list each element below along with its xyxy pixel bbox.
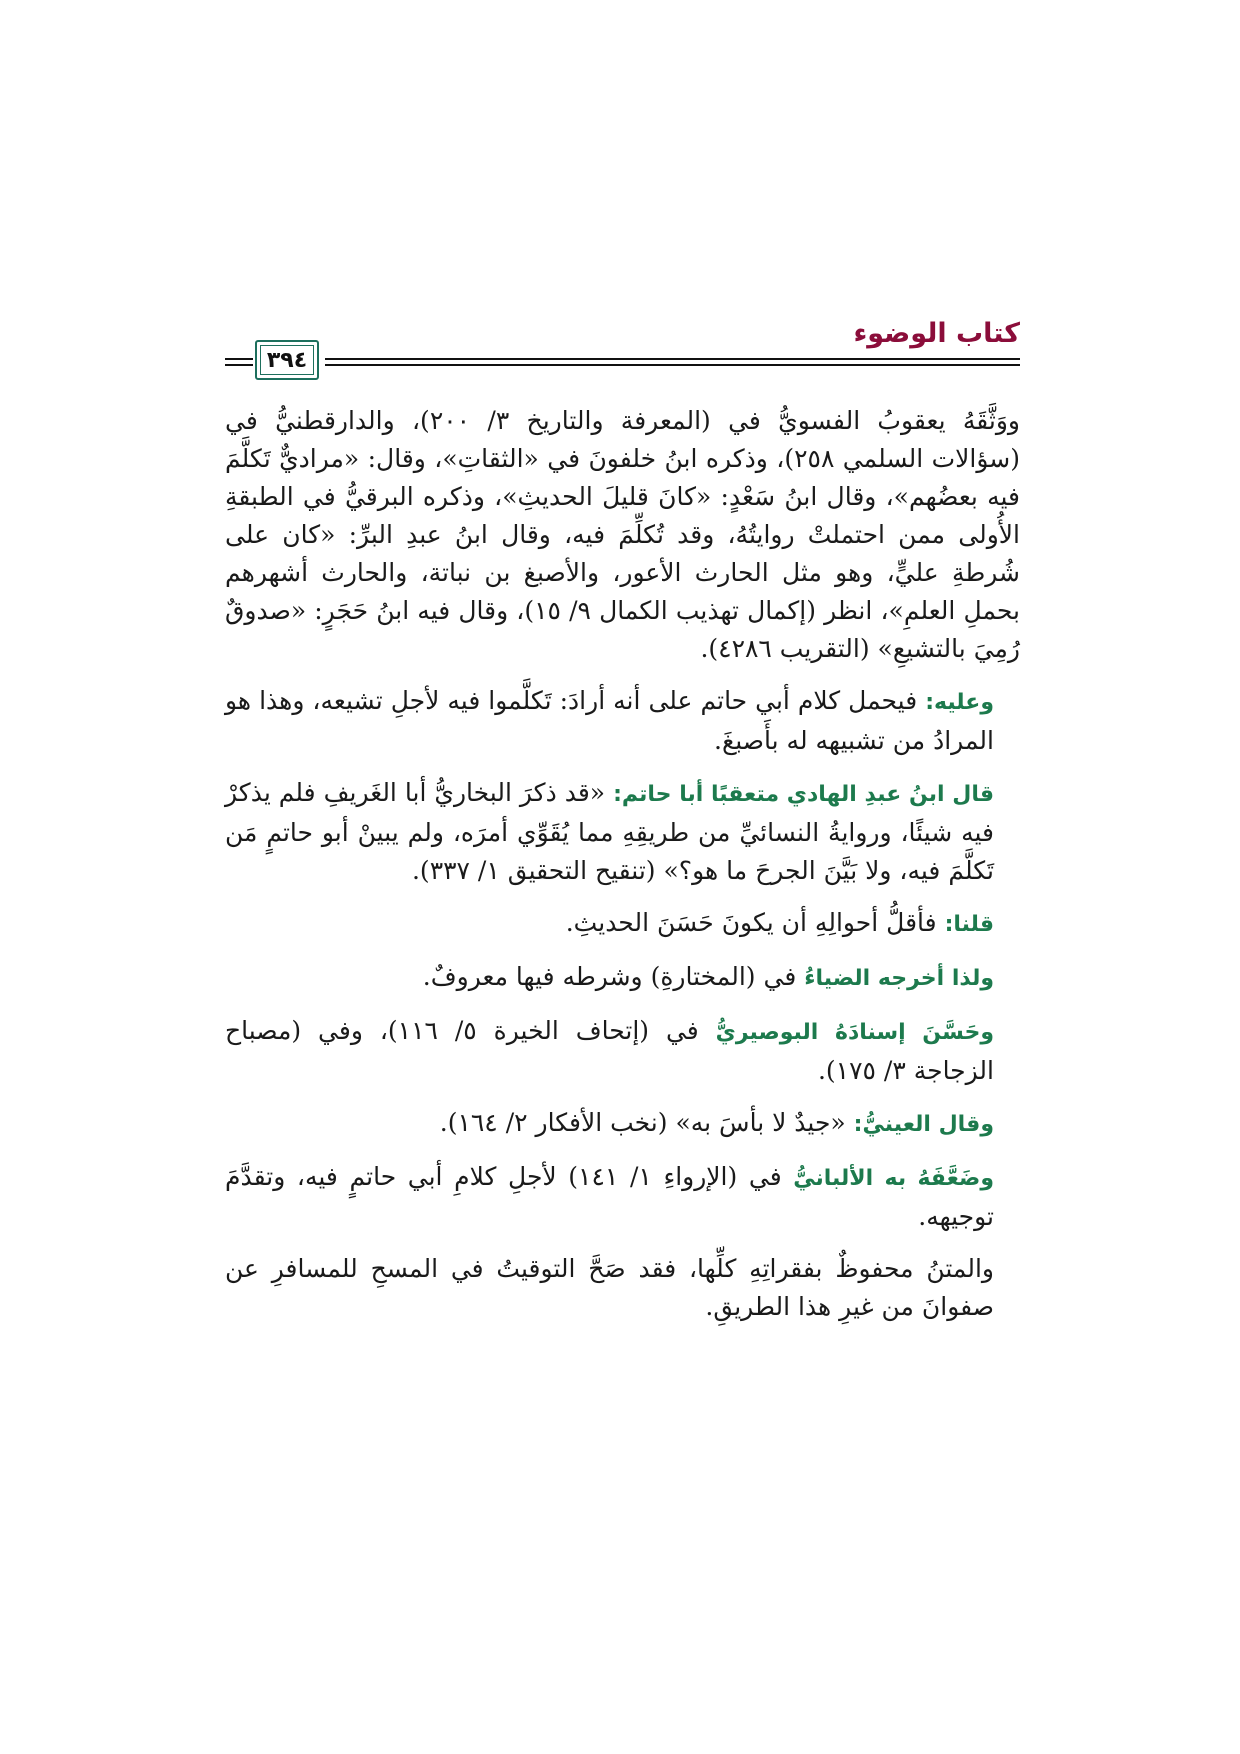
page-header bbox=[225, 318, 1020, 384]
paragraph-text: فيحمل كلام أبي حاتم على أنه أرادَ: تَكلَّموا فيه لأجلِ تشيعه، وهذا هو المرادُ من تشبيهه له بأَصبغَ. bbox=[225, 686, 994, 755]
book-title: كتاب الوضوء bbox=[853, 318, 1020, 349]
page-number: ٣٩٤ bbox=[266, 347, 308, 373]
paragraph-8 bbox=[225, 1158, 1020, 1236]
paragraph-5 bbox=[225, 958, 1020, 998]
paragraph-lead: وقال العينيُّ: bbox=[853, 1112, 994, 1137]
paragraph-text: «قد ذكرَ البخاريُّ أبا الغَريفِ فلم يذكرْ فيه شيئًا، وروايةُ النسائيِّ من طريقِهِ مما يُقَوِّي أمرَه، ولم يبينْ أبو حاتمٍ مَن تَكلَّمَ فيه، ولا بَيَّنَ الجرحَ ما هو؟» (تنقيح التحقيق ١/ ٣٣٧). bbox=[225, 778, 994, 885]
paragraph-4 bbox=[225, 904, 1020, 944]
page-number-badge bbox=[255, 340, 319, 380]
paragraph-text: فأقلُّ أحوالِهِ أن يكونَ حَسَنَ الحديثِ. bbox=[565, 908, 945, 937]
header-rule-top bbox=[325, 358, 1020, 360]
paragraph-1 bbox=[225, 402, 1020, 668]
paragraph-3 bbox=[225, 774, 1020, 890]
paragraph-lead: قال ابنُ عبدِ الهادي متعقبًا أبا حاتم: bbox=[613, 782, 995, 807]
header-rule-middle bbox=[325, 364, 1020, 366]
paragraph-6 bbox=[225, 1012, 1020, 1090]
paragraph-7 bbox=[225, 1104, 1020, 1144]
paragraph-text: ووَثَّقَهُ يعقوبُ الفسويُّ في (المعرفة والتاريخ ٣/ ٢٠٠)، والدارقطنيُّ في (سؤالات السلمي ٢٥٨)، وذكره ابنُ خلفونَ في «الثقاتِ»، وقال: «مراديٌّ تَكلَّمَ فيه بعضُهم»، وقال ابنُ سَعْدٍ: «كانَ قليلَ الحديثِ»، وذكره البرقيُّ في الطبقةِ الأُولى ممن احتملتْ روايتُهُ، وقد تُكلِّمَ فيه، وقال ابنُ عبدِ البرِّ: «كان على شُرطةِ عليٍّ، وهو مثل الحارث الأعور، والأصبغ بن نباتة، والحارث أشهرهم بحملِ العلمِ»، انظر (إكمال تهذيب الكمال ٩/ ١٥)، وقال فيه ابنُ حَجَرٍ: «صدوقٌ رُمِيَ بالتشيعِ» (التقريب ٤٢٨٦). bbox=[225, 406, 1020, 663]
paragraph-text: «جيدٌ لا بأسَ به» (نخب الأفكار ٢/ ١٦٤). bbox=[439, 1108, 854, 1137]
paragraph-lead: وعليه: bbox=[925, 690, 994, 715]
paragraph-text: والمتنُ محفوظٌ بفقراتِهِ كلِّها، فقد صَحَّ التوقيتُ في المسحِ للمسافرِ عن صفوانَ من غيرِ هذا الطريقِ. bbox=[225, 1254, 994, 1321]
paragraph-2 bbox=[225, 682, 1020, 760]
page-body bbox=[225, 402, 1020, 1340]
paragraph-9 bbox=[225, 1250, 1020, 1326]
paragraph-lead: قلنا: bbox=[944, 912, 994, 937]
header-rule-left-bottom bbox=[225, 364, 253, 366]
paragraph-lead: وضَعَّفَهُ به الألبانيُّ bbox=[793, 1166, 994, 1191]
paragraph-text: في (المختارةِ) وشرطه فيها معروفٌ. bbox=[422, 962, 805, 991]
paragraph-lead: وحَسَّنَ إسنادَهُ البوصيريُّ bbox=[715, 1020, 995, 1045]
paragraph-lead: ولذا أخرجه الضياءُ bbox=[804, 966, 994, 991]
header-rule-left-top bbox=[225, 358, 253, 360]
paragraph-text: في (الإرواءِ ١/ ١٤١) لأجلِ كلامِ أبي حاتمٍ فيه، وتقدَّمَ توجيهه. bbox=[225, 1162, 994, 1231]
paragraph-text: في (إتحاف الخيرة ٥/ ١١٦)، وفي (مصباح الزجاجة ٣/ ١٧٥). bbox=[225, 1016, 994, 1085]
